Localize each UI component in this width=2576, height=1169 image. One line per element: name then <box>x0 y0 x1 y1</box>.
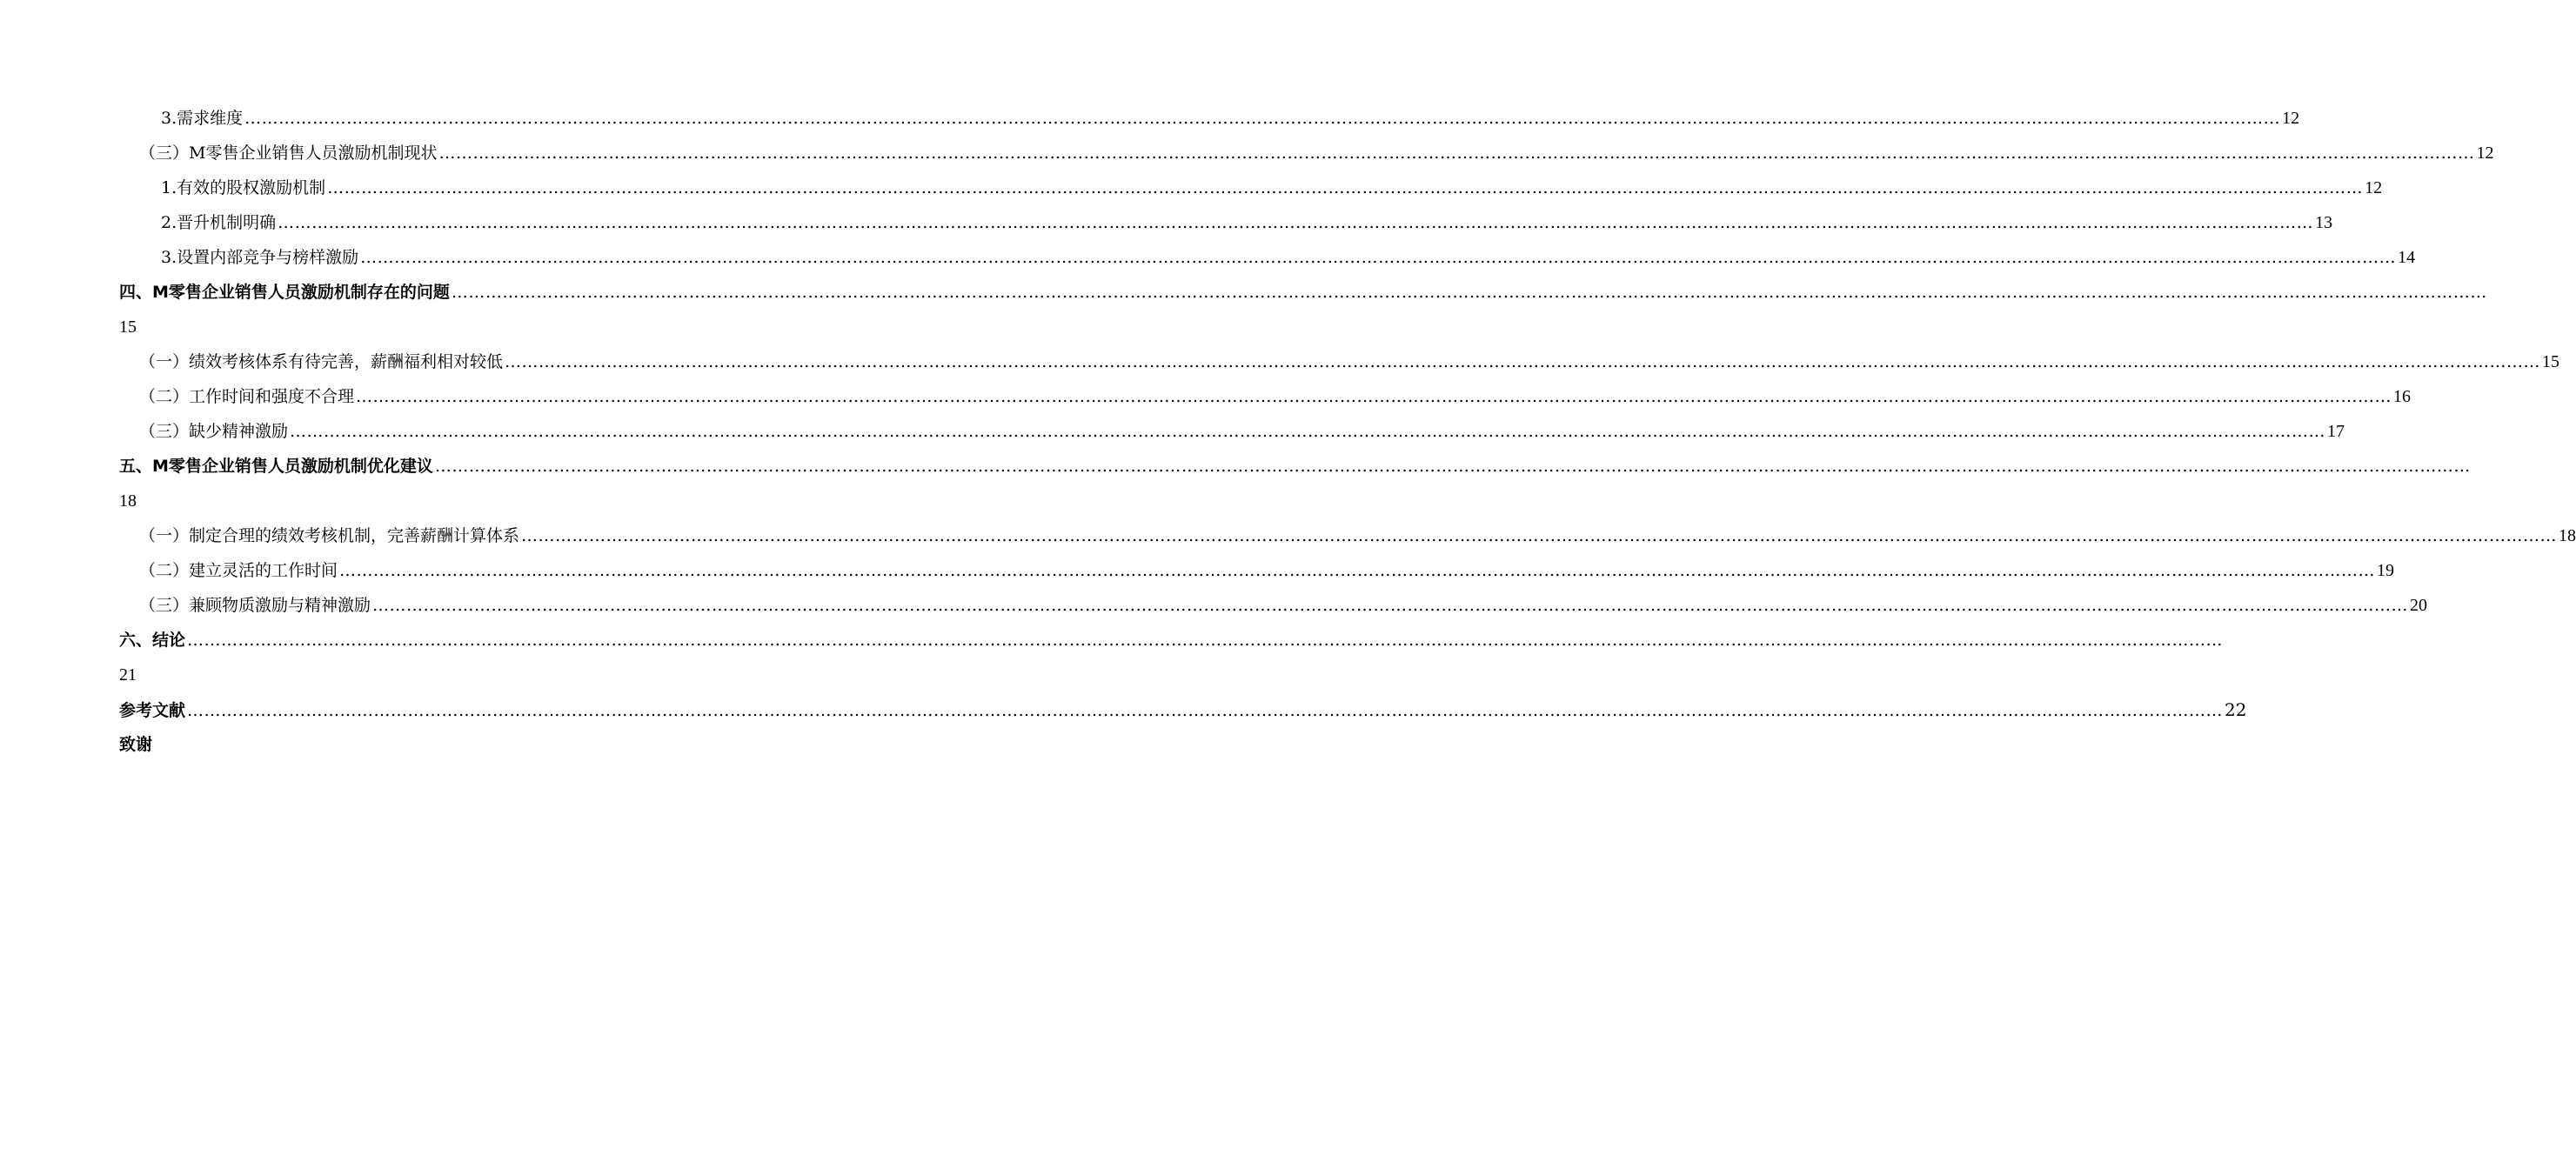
toc-page-number: 17 <box>2327 422 2345 441</box>
dot-leader: ……………………………………………………………………………………………………………………………………………………………………………………………………………………………………………………………………………………………………………………………… <box>339 561 2376 580</box>
toc-entry-title: （一）绩效考核体系有待完善，薪酬福利相对较低 <box>139 352 504 371</box>
toc-chapter-title: 五、M零售企业销售人员激励机制优化建议 <box>119 457 433 476</box>
dot-leader: ……………………………………………………………………………………………………………………………………………………………………………………………………………………………………………………………………………………………………………………………… <box>360 248 2397 267</box>
dot-leader: ……………………………………………………………………………………………………………………………………………………………………………………………………………………………………………………………………………………………………………………………… <box>438 144 2475 163</box>
toc-entry-title: 3.需求维度 <box>161 109 244 128</box>
toc-page-number: 19 <box>2377 561 2395 580</box>
toc-page-number: 12 <box>2365 178 2383 197</box>
toc-page-number: 22 <box>2225 699 2247 720</box>
toc-chapter-entry[interactable] <box>119 449 2471 484</box>
toc-chapter-title: 四、M零售企业销售人员激励机制存在的问题 <box>119 283 450 302</box>
toc-entry[interactable] <box>139 414 2345 449</box>
dot-leader: ……………………………………………………………………………………………………………………………………………………………………………………………………………………………………………………………………………………………………………………………… <box>434 457 2471 476</box>
dot-leader: ……………………………………………………………………………………………………………………………………………………………………………………………………………………………………………………………………………………………………………………………… <box>244 109 2281 128</box>
toc-entry[interactable] <box>161 101 2300 136</box>
toc-page-number: 13 <box>2315 213 2333 232</box>
toc-entry[interactable] <box>161 170 2383 205</box>
toc-page-number: 12 <box>2282 109 2300 128</box>
toc-chapter-entry[interactable] <box>119 692 2247 727</box>
dot-leader: ……………………………………………………………………………………………………………………………………………………………………………………………………………………………………………………………………………………………………………………………… <box>521 526 2558 545</box>
dot-leader: ……………………………………………………………………………………………………………………………………………………………………………………………………………………………………………………………………………………………………………………………… <box>372 596 2409 615</box>
dot-leader: ……………………………………………………………………………………………………………………………………………………………………………………………………………………………………………………………………………………………………………………………… <box>356 387 2392 406</box>
toc-entry-title: （三）缺少精神激励 <box>139 422 289 441</box>
toc-entry-title: 1.有效的股权激励机制 <box>161 178 326 197</box>
toc-entry[interactable] <box>161 240 2416 275</box>
toc-entry-title: 3.设置内部竞争与榜样激励 <box>161 248 359 267</box>
dot-leader: ……………………………………………………………………………………………………………………………………………………………………………………………………………………………………………………………………………………………………………………………… <box>327 178 2364 197</box>
toc-page-number: 15 <box>119 317 137 337</box>
toc-page-number: 18 <box>119 491 137 511</box>
toc-page-number: 15 <box>2542 352 2560 371</box>
toc-page-number: 20 <box>2410 596 2428 615</box>
dot-leader: ……………………………………………………………………………………………………………………………………………………………………………………………………………………………………………………………………………………………………………………………… <box>187 701 2224 720</box>
dot-leader: ……………………………………………………………………………………………………………………………………………………………………………………………………………………………………………………………………………………………………………………………… <box>187 631 2224 650</box>
toc-entry[interactable] <box>139 553 2395 588</box>
toc-entry[interactable] <box>161 205 2333 240</box>
toc-page-number: 16 <box>2393 387 2412 406</box>
toc-entry[interactable] <box>139 136 2494 170</box>
toc-entry[interactable] <box>139 379 2412 414</box>
toc-entry-title: （二）建立灵活的工作时间 <box>139 561 338 580</box>
toc-entry-title: （三）兼顾物质激励与精神激励 <box>139 596 371 615</box>
dot-leader: ……………………………………………………………………………………………………………………………………………………………………………………………………………………………………………………………………………………………………………………………… <box>290 422 2326 441</box>
toc-page-number: 14 <box>2398 248 2416 267</box>
toc-entry[interactable] <box>139 588 2428 623</box>
toc-page-number: 18 <box>2559 526 2576 545</box>
toc-entry[interactable] <box>139 344 2560 379</box>
toc-chapter-entry[interactable] <box>119 623 2224 658</box>
toc-chapter-entry[interactable] <box>119 275 2487 310</box>
table-of-contents <box>0 101 2576 762</box>
toc-chapter-title[interactable]: 致谢 <box>119 735 153 754</box>
toc-entry-title: 2.晋升机制明确 <box>161 213 277 232</box>
toc-chapter-title: 参考文献 <box>119 701 186 720</box>
dot-leader: ……………………………………………………………………………………………………………………………………………………………………………………………………………………………………………………………………………………………………………………………… <box>505 352 2541 371</box>
dot-leader: ……………………………………………………………………………………………………………………………………………………………………………………………………………………………………………………………………………………………………………………………… <box>278 213 2314 232</box>
toc-chapter-title: 六、结论 <box>119 631 186 650</box>
toc-entry-title: （二）工作时间和强度不合理 <box>139 387 355 406</box>
toc-entry[interactable] <box>139 518 2576 553</box>
toc-entry-title: （一）制定合理的绩效考核机制，完善薪酬计算体系 <box>139 526 520 545</box>
toc-page-number: 12 <box>2476 144 2494 163</box>
toc-page-number: 21 <box>119 665 137 685</box>
dot-leader: ……………………………………………………………………………………………………………………………………………………………………………………………………………………………………………………………………………………………………………………………… <box>451 283 2487 302</box>
toc-entry-title: （三）M零售企业销售人员激励机制现状 <box>139 144 438 163</box>
